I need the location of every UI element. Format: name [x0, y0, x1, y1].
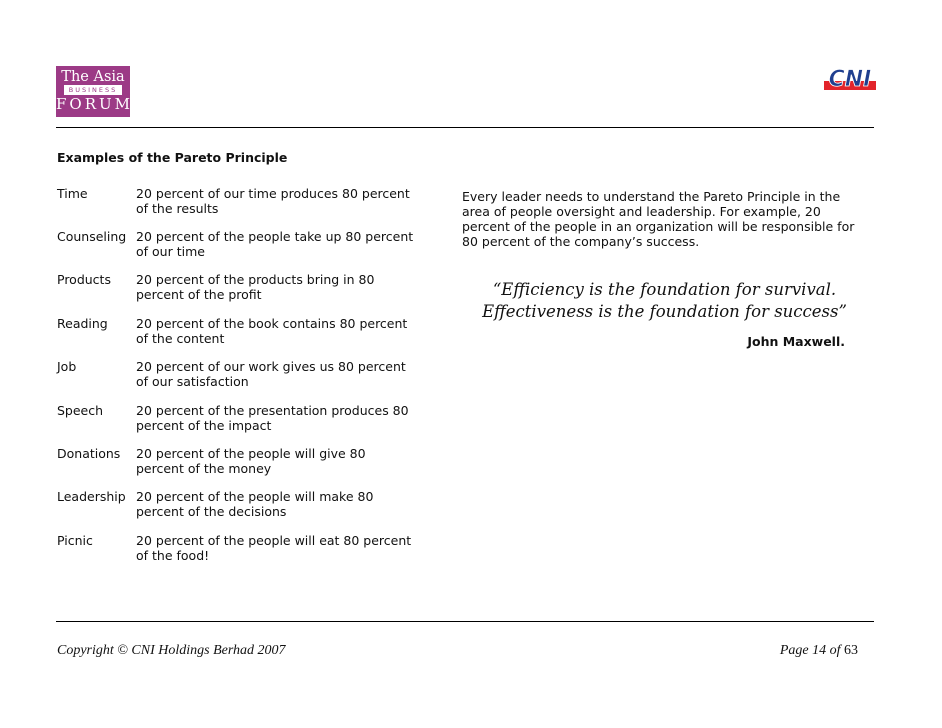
- asia-business-forum-logo: [56, 66, 133, 117]
- example-term: Leadership: [57, 489, 126, 504]
- example-description: 20 percent of the people will eat 80 percent of the food!: [136, 533, 412, 563]
- example-description: 20 percent of the people will make 80 percent of the decisions: [136, 489, 374, 519]
- example-term: Donations: [57, 446, 121, 461]
- example-term: Products: [57, 272, 111, 287]
- example-term: Time: [57, 186, 88, 201]
- example-description: 20 percent of the book contains 80 percent of the content: [136, 316, 408, 346]
- logo-line-business: BUSINESS: [64, 85, 122, 95]
- cni-logo: [822, 64, 878, 92]
- example-description: 20 percent of our work gives us 80 percent of our satisfaction: [136, 359, 406, 389]
- section-title: Examples of the Pareto Principle: [57, 150, 288, 165]
- quote: [462, 279, 867, 323]
- page-of-label: of: [829, 643, 841, 658]
- example-description: 20 percent of the products bring in 80 percent of the profit: [136, 272, 375, 302]
- copyright-text: Copyright © CNI Holdings Berhad 2007: [57, 643, 286, 658]
- example-term: Speech: [57, 403, 104, 418]
- example-term: Picnic: [57, 533, 93, 548]
- page-label: Page: [779, 643, 809, 658]
- quote-author: John Maxwell.: [747, 334, 845, 349]
- leadership-paragraph: Every leader needs to understand the Pareto Principle in the area of people oversight and leadership. For example, 20 percent of the people in an organization will be responsible for 80 percent of the company’s success.: [462, 189, 855, 249]
- cni-logo-text: CNI: [828, 67, 872, 92]
- quote-line-2: Effectiveness is the foundation for success”: [482, 302, 847, 321]
- page-total: 63: [844, 643, 858, 658]
- example-term: Job: [57, 359, 77, 374]
- example-description: 20 percent of the people will give 80 percent of the money: [136, 446, 366, 476]
- logo-line-forum: FORUM: [56, 95, 133, 113]
- page-current: 14: [812, 643, 827, 658]
- example-term: Reading: [57, 316, 108, 331]
- logo-line-the-asia: The Asia: [61, 69, 125, 85]
- header-rule: [56, 127, 874, 128]
- example-term: Counseling: [57, 229, 127, 244]
- example-description: 20 percent of the people take up 80 percent of our time: [136, 229, 414, 259]
- quote-line-1: “Efficiency is the foundation for survival.: [492, 280, 837, 299]
- footer-rule: [56, 621, 874, 622]
- page-number: [760, 643, 858, 659]
- example-description: 20 percent of our time produces 80 percent of the results: [136, 186, 410, 216]
- example-description: 20 percent of the presentation produces 80 percent of the impact: [136, 403, 409, 433]
